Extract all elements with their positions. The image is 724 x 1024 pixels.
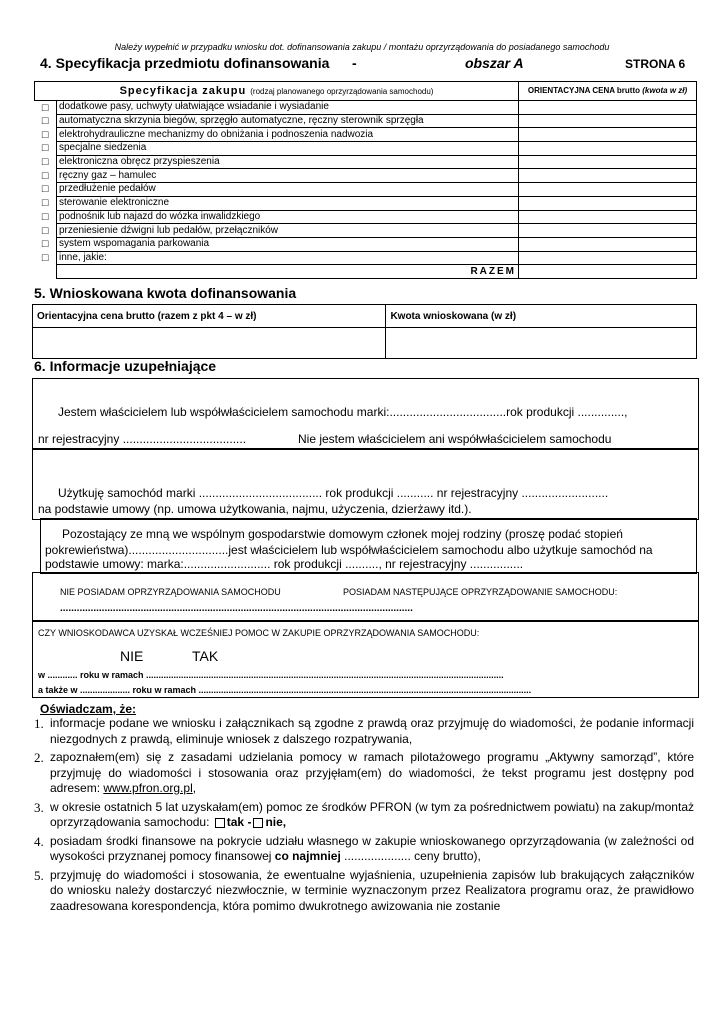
spec-main-header-sub: (rodzaj planowanego oprzyrządowania samochodu)	[250, 86, 434, 96]
spec-item-label: podnośnik lub najazd do wózka inwalidzkiego	[57, 210, 519, 224]
spec-item-label: inne, jakie:	[57, 251, 519, 265]
help-year-line-2[interactable]: a także w .................... roku w ramach .....................................................................................................................................	[38, 685, 532, 695]
spec-price-cell[interactable]	[519, 114, 697, 128]
spec-item-label: automatyczna skrzynia biegów, sprzęgło automatyczne, ręczny sterownik sprzęgła	[57, 114, 519, 128]
declaration-list	[30, 716, 694, 917]
declaration-item	[30, 868, 694, 915]
spec-price-cell[interactable]	[519, 128, 697, 142]
declaration-text: posiadam środki finansowe na pokrycie udziału własnego w zakupie wnioskowanego oprzyrządowania (w zależności od wysokości przyznanej pomocy finansowej	[50, 833, 694, 863]
usage-basis-text: na podstawie umowy (np. umowa użytkowania, najmu, użyczenia, dzierżawy itd.).	[38, 502, 472, 516]
declaration-title: Oświadczam, że:	[40, 702, 137, 716]
help-year-line-1[interactable]: w ............ roku w ramach ...............................................................................................................................................	[38, 670, 504, 680]
spec-price-cell[interactable]	[519, 224, 697, 238]
spec-main-header	[35, 82, 519, 101]
spec-row	[35, 169, 697, 183]
own-share-field[interactable]: .................... ceny brutto),	[340, 849, 481, 863]
spec-item-label: elektroniczna obręcz przyspieszenia	[57, 155, 519, 169]
spec-row	[35, 128, 697, 142]
spec-row	[35, 114, 697, 128]
equipment-dots[interactable]: ...............................................................................................................................	[60, 603, 413, 614]
spec-price-cell[interactable]	[519, 237, 697, 251]
not-owner-statement[interactable]: Nie jestem właścicielem ani współwłaścicielem samochodu	[298, 432, 612, 446]
spec-item-label: system wspomagania parkowania	[57, 237, 519, 251]
spec-row	[35, 196, 697, 210]
spec-price-header-unit: (kwota w zł)	[642, 86, 688, 95]
requested-amount-header: Kwota wnioskowana (w zł)	[386, 305, 697, 328]
checkbox-icon[interactable]: □	[41, 115, 49, 128]
checkbox-icon[interactable]: □	[41, 238, 49, 251]
amount-header-row	[33, 305, 697, 328]
no-checkbox-icon[interactable]	[253, 818, 263, 828]
spec-row	[35, 155, 697, 169]
spec-row	[35, 237, 697, 251]
declaration-text: zapoznałem(em) się z zasadami udzielania pomocy w ramach pilotażowego programu „Aktywny samorząd”, które przyjmuję do wiadomości i stosowania oraz przyjęłam(em) do wiadomości, że tekst programu jest dostępny pod adresem:	[50, 750, 694, 795]
spec-price-header-label: ORIENTACYJNA CENA brutto	[527, 86, 641, 95]
checkbox-icon[interactable]: □	[41, 183, 49, 196]
registration-number-field[interactable]: nr rejestracyjny .....................................	[38, 432, 247, 446]
spec-header-row	[35, 82, 697, 101]
section-6-title: 6. Informacje uzupełniające	[34, 358, 217, 374]
family-member-line-3[interactable]: podstawie umowy: marka:.......................... rok produkcji .........., nr rejestracyjny ................	[45, 557, 524, 571]
declaration-number: 1.	[34, 716, 44, 731]
owner-statement[interactable]: Jestem właścicielem lub współwłaścicielem samochodu marki:...................................rok produkcji ..............,	[58, 405, 628, 419]
area-label: obszar A	[465, 55, 524, 71]
no-equipment-option[interactable]: NIE POSIADAM OPRZYRZĄDOWANIA SAMOCHODU	[60, 587, 281, 597]
amount-value-row	[33, 328, 697, 359]
spec-row	[35, 210, 697, 224]
at-least-label: co najmniej	[274, 849, 341, 863]
checkbox-icon[interactable]: □	[41, 128, 49, 141]
declaration-text-end: ,	[192, 781, 197, 795]
prior-help-question: CZY WNIOSKODAWCA UZYSKAŁ WCZEŚNIEJ POMOC W ZAKUPIE OPRZYRZĄDOWANIA SAMOCHODU:	[38, 628, 480, 638]
spec-item-label: ręczny gaz – hamulec	[57, 169, 519, 183]
spec-item-label: sterowanie elektroniczne	[57, 196, 519, 210]
have-equipment-option[interactable]: POSIADAM NASTĘPUJĄCE OPRZYRZĄDOWANIE SAMOCHODU:	[343, 587, 618, 597]
requested-amount-field[interactable]	[386, 328, 697, 359]
title-dash: -	[352, 55, 357, 71]
checkbox-icon[interactable]: □	[41, 197, 49, 210]
checkbox-icon[interactable]: □	[41, 156, 49, 169]
checkbox-icon[interactable]: □	[41, 169, 49, 182]
gross-price-header: Orientacyjna cena brutto (razem z pkt 4 – w zł)	[33, 305, 386, 328]
option-separator: -	[247, 815, 252, 829]
requested-amount-table	[32, 304, 697, 359]
family-member-line-1[interactable]: Pozostający ze mną we wspólnym gospodarstwie domowym członek mojej rodziny (proszę podać stopień	[62, 527, 623, 541]
pfron-link[interactable]: www.pfron.org.pl	[103, 781, 193, 795]
spec-main-header-label: Specyfikacja zakupu	[119, 84, 247, 97]
answer-no-option[interactable]: NIE	[120, 648, 144, 664]
spec-price-cell[interactable]	[519, 101, 697, 115]
checkbox-icon[interactable]: □	[41, 251, 49, 264]
declaration-text: w okresie ostatnich 5 lat uzyskałam(em) pomoc ze środków PFRON (w tym za pośrednictwem powiatu) na zakup/montaż oprzyrządowania samochodu:	[50, 799, 694, 829]
spec-item-label: przeniesienie dźwigni lub pedałów, przełączników	[57, 224, 519, 238]
spec-price-cell[interactable]	[519, 142, 697, 156]
spec-total-cell[interactable]	[519, 265, 697, 279]
checkbox-icon[interactable]: □	[41, 101, 49, 114]
spec-price-cell[interactable]	[519, 155, 697, 169]
page-number: STRONA 6	[625, 57, 686, 71]
spec-price-cell[interactable]	[519, 169, 697, 183]
spec-total-label: RAZEM	[57, 265, 519, 279]
spec-row	[35, 224, 697, 238]
spec-item-label: specjalne siedzenia	[57, 142, 519, 156]
yes-checkbox-icon[interactable]	[215, 818, 225, 828]
gross-price-field[interactable]	[33, 328, 386, 359]
spec-row	[35, 101, 697, 115]
spec-total-row	[35, 265, 697, 279]
spec-price-cell[interactable]	[519, 196, 697, 210]
declaration-text: informacje podane we wniosku i załącznikach są zgodne z prawdą oraz przyjmuję do wiadomości, że podanie informacji niezgodnych z prawdą, eliminuje wniosek z dalszego rozpatrywania,	[50, 716, 694, 746]
spec-row	[35, 142, 697, 156]
spec-row	[35, 183, 697, 197]
declaration-number: 5.	[34, 867, 44, 883]
spec-price-cell[interactable]	[519, 210, 697, 224]
spec-row	[35, 251, 697, 265]
section-4-title: 4. Specyfikacja przedmiotu dofinansowania	[40, 55, 330, 71]
specification-table	[34, 81, 697, 279]
section-5-title: 5. Wnioskowana kwota dofinansowania	[34, 285, 297, 301]
checkbox-icon[interactable]: □	[41, 210, 49, 223]
declaration-item	[30, 800, 694, 831]
fill-instruction-note: Należy wypełnić w przypadku wniosku dot. dofinansowania zakupu / montażu oprzyrządowania do posiadanego samochodu	[114, 42, 610, 52]
no-option-label: nie,	[265, 815, 287, 829]
equipment-box	[32, 572, 699, 622]
spec-price-cell[interactable]	[519, 183, 697, 197]
yes-option-label: tak	[226, 815, 245, 829]
declaration-item	[30, 834, 694, 865]
declaration-item	[30, 750, 694, 797]
spec-item-label: przedłużenie pedałów	[57, 183, 519, 197]
declaration-number: 4.	[34, 833, 44, 849]
declaration-item	[30, 716, 694, 747]
checkbox-icon[interactable]: □	[41, 142, 49, 155]
family-member-line-2[interactable]: pokrewieństwa)..............................jest właścicielem lub współwłaścicielem samochodu albo użytkuje samochód na	[45, 543, 653, 557]
spec-price-header	[519, 82, 697, 101]
spec-price-cell[interactable]	[519, 251, 697, 265]
answer-yes-option[interactable]: TAK	[192, 648, 219, 664]
declaration-text: przyjmuję do wiadomości i stosowania, że ewentualne wyjaśnienia, uzupełnienia zapisów lub brakujących załączników do wniosku należy dostarczyć niezwłocznie, w terminie wyznaczonym przez Realizatora programu oraz, że prawidłowo zaadresowana korespondencja, która pomimo dwukrotnego awizowania nie zostanie	[50, 867, 694, 913]
spec-item-label: elektrohydrauliczne mechanizmy do obniżania i podnoszenia nadwozia	[57, 128, 519, 142]
checkbox-icon[interactable]: □	[41, 224, 49, 237]
spec-item-label: dodatkowe pasy, uchwyty ułatwiające wsiadanie i wysiadanie	[57, 101, 519, 115]
declaration-number: 3.	[34, 799, 44, 815]
declaration-number: 2.	[34, 750, 44, 765]
car-user-statement[interactable]: Użytkuję samochód marki ..................................... rok produkcji ........... nr rejestracyjny ..........................	[58, 486, 609, 500]
